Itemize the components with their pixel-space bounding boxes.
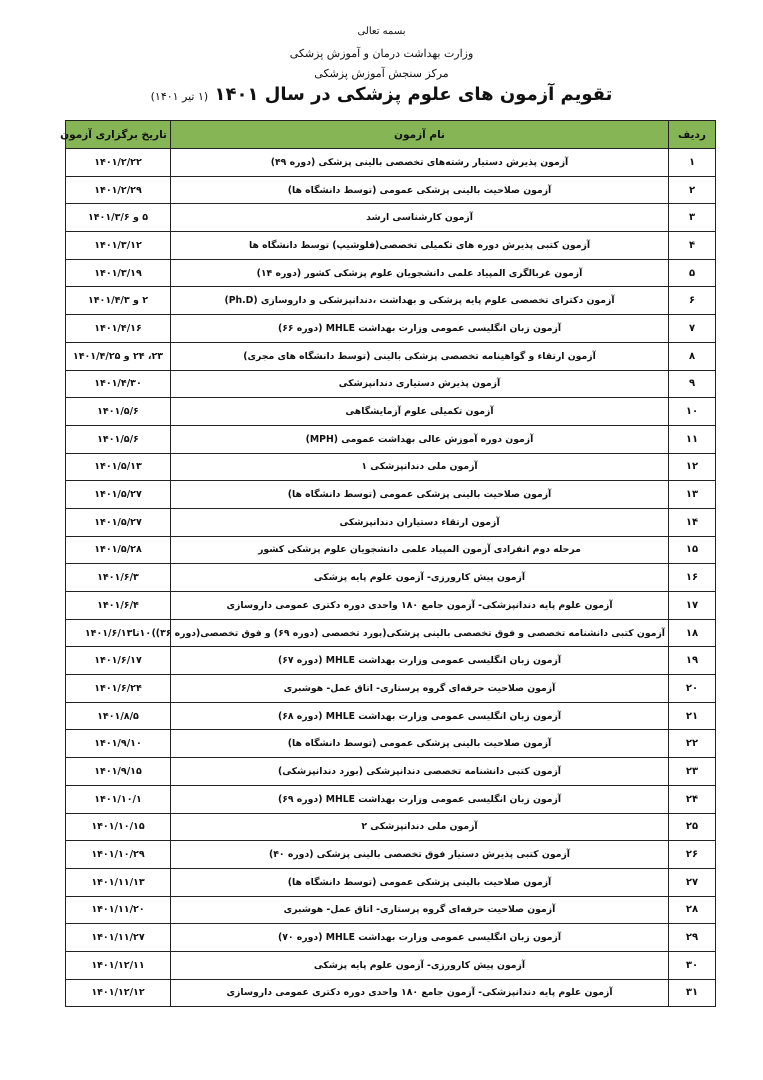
row-number-cell: ۳۱ xyxy=(669,979,716,1007)
exam-date-cell: ۱۴۰۱/۵/۶ xyxy=(66,425,171,453)
exam-date-cell: ۵ و ۱۴۰۱/۳/۶ xyxy=(66,204,171,232)
row-number-cell: ۴ xyxy=(669,232,716,260)
page-title xyxy=(0,84,763,105)
column-header-exam-name: نام آزمون xyxy=(171,121,669,149)
row-number-cell: ۲۳ xyxy=(669,758,716,786)
column-header-row-no: ردیف xyxy=(669,121,716,149)
table-row xyxy=(66,758,716,786)
row-number-cell: ۱۳ xyxy=(669,481,716,509)
table-row xyxy=(66,868,716,896)
exam-name-cell: آزمون صلاحیت بالینی پزشکی عمومی (توسط دانشگاه ها) xyxy=(171,481,669,509)
page-title-note: (۱ تیر ۱۴۰۱) xyxy=(150,90,209,103)
exam-name-cell: آزمون دکترای تخصصی علوم پایه پزشکی و بهداشت ،دندانپزشکی و داروسازی (Ph.D) xyxy=(171,287,669,315)
exam-name-cell: آزمون زبان انگلیسی عمومی وزارت بهداشت MHLE (دوره ۶۷) xyxy=(171,647,669,675)
exam-name-cell: آزمون ارتقاء دستیاران دندانپزشکی xyxy=(171,508,669,536)
exam-date-cell: ۱۴۰۱/۱۲/۱۱ xyxy=(66,951,171,979)
table-row xyxy=(66,176,716,204)
row-number-cell: ۱۱ xyxy=(669,425,716,453)
table-row xyxy=(66,259,716,287)
row-number-cell: ۸ xyxy=(669,342,716,370)
table-row xyxy=(66,315,716,343)
table-row xyxy=(66,453,716,481)
table-row xyxy=(66,813,716,841)
exam-name-cell: آزمون زبان انگلیسی عمومی وزارت بهداشت MHLE (دوره ۶۸) xyxy=(171,702,669,730)
exam-name-cell: آزمون زبان انگلیسی عمومی وزارت بهداشت MHLE (دوره ۶۶) xyxy=(171,315,669,343)
table-row xyxy=(66,398,716,426)
exam-date-cell: ۱۴۰۱/۲/۲۹ xyxy=(66,176,171,204)
row-number-cell: ۱۵ xyxy=(669,536,716,564)
row-number-cell: ۲۰ xyxy=(669,675,716,703)
exam-name-cell: آزمون کارشناسی ارشد xyxy=(171,204,669,232)
exam-name-cell: آزمون زبان انگلیسی عمومی وزارت بهداشت MHLE (دوره ۶۹) xyxy=(171,785,669,813)
exam-date-cell: ۱۴۰۱/۱۰/۲۹ xyxy=(66,841,171,869)
table-row xyxy=(66,370,716,398)
exam-name-cell: مرحله دوم انفرادی آزمون المپیاد علمی دانشجویان علوم پزشکی کشور xyxy=(171,536,669,564)
exam-name-cell: آزمون صلاحیت حرفه‌ای گروه پرستاری- اتاق عمل- هوشبری xyxy=(171,675,669,703)
exam-date-cell: ۱۴۰۱/۶/۳ xyxy=(66,564,171,592)
row-number-cell: ۲۵ xyxy=(669,813,716,841)
table-row xyxy=(66,592,716,620)
exam-date-cell: ۱۴۰۱/۶/۴ xyxy=(66,592,171,620)
exam-name-cell: آزمون زبان انگلیسی عمومی وزارت بهداشت MHLE (دوره ۷۰) xyxy=(171,924,669,952)
exam-name-cell: آزمون پیش کارورزی- آزمون علوم پایه پزشکی xyxy=(171,951,669,979)
table-row xyxy=(66,841,716,869)
exam-date-cell: ۱۴۰۱/۵/۲۷ xyxy=(66,481,171,509)
exam-date-cell: ۱۴۰۱/۹/۱۰ xyxy=(66,730,171,758)
exam-date-cell: ۱۴۰۱/۱۲/۱۲ xyxy=(66,979,171,1007)
row-number-cell: ۲ xyxy=(669,176,716,204)
exam-date-cell: ۱۴۰۱/۱۱/۲۰ xyxy=(66,896,171,924)
exam-date-cell: ۱۴۰۱/۹/۱۵ xyxy=(66,758,171,786)
exam-name-cell: آزمون کتبی دانشنامه تخصصی دندانپزشکی (بورد دندانپزشکی) xyxy=(171,758,669,786)
exam-name-cell: آزمون کتبی پذیرش دوره های تکمیلی تخصصی(فلوشیپ) توسط دانشگاه ها xyxy=(171,232,669,260)
table-row xyxy=(66,287,716,315)
exam-name-cell: آزمون پیش کارورزی- آزمون علوم پایه پزشکی xyxy=(171,564,669,592)
exam-date-cell: ۱۰تا۱۴۰۱/۶/۱۳ xyxy=(66,619,171,647)
exam-name-cell: آزمون تکمیلی علوم آزمایشگاهی xyxy=(171,398,669,426)
row-number-cell: ۹ xyxy=(669,370,716,398)
table-row xyxy=(66,508,716,536)
table-row xyxy=(66,481,716,509)
exam-name-cell: آزمون پذیرش دستیار رشته‌های تخصصی بالینی پزشکی (دوره ۴۹) xyxy=(171,149,669,177)
table-row xyxy=(66,564,716,592)
row-number-cell: ۲۹ xyxy=(669,924,716,952)
table-row xyxy=(66,979,716,1007)
row-number-cell: ۲۲ xyxy=(669,730,716,758)
exam-name-cell: آزمون صلاحیت بالینی پزشکی عمومی (توسط دانشگاه ها) xyxy=(171,868,669,896)
row-number-cell: ۶ xyxy=(669,287,716,315)
exam-date-cell: ۱۴۰۱/۲/۲۲ xyxy=(66,149,171,177)
row-number-cell: ۱۴ xyxy=(669,508,716,536)
table-row xyxy=(66,730,716,758)
table-body xyxy=(66,149,716,1007)
exam-date-cell: ۱۴۰۱/۴/۳۰ xyxy=(66,370,171,398)
table-row xyxy=(66,924,716,952)
exam-date-cell: ۱۴۰۱/۳/۱۹ xyxy=(66,259,171,287)
table-row xyxy=(66,232,716,260)
row-number-cell: ۲۶ xyxy=(669,841,716,869)
exam-date-cell: ۱۴۰۱/۴/۱۶ xyxy=(66,315,171,343)
row-number-cell: ۳۰ xyxy=(669,951,716,979)
exam-name-cell: آزمون کتبی دانشنامه تخصصی و فوق تخصصی بالینی پزشکی(بورد تخصصی (دوره ۶۹) و فوق تخصصی(دوره ۳۶)) xyxy=(171,619,669,647)
table-row xyxy=(66,785,716,813)
row-number-cell: ۲۴ xyxy=(669,785,716,813)
exam-calendar-table xyxy=(60,120,716,1007)
table-row xyxy=(66,896,716,924)
exam-date-cell: ۲۳، ۲۴ و ۱۴۰۱/۴/۲۵ xyxy=(66,342,171,370)
row-number-cell: ۱۶ xyxy=(669,564,716,592)
exam-date-cell: ۱۴۰۱/۶/۱۷ xyxy=(66,647,171,675)
table-row xyxy=(66,536,716,564)
table-row xyxy=(66,702,716,730)
header-line-center: مرکز سنجش آموزش پزشکی xyxy=(314,67,449,80)
row-number-cell: ۱۷ xyxy=(669,592,716,620)
exam-name-cell: آزمون پذیرش دستیاری دندانپزشکی xyxy=(171,370,669,398)
exam-date-cell: ۱۴۰۱/۶/۲۴ xyxy=(66,675,171,703)
exam-date-cell: ۱۴۰۱/۸/۵ xyxy=(66,702,171,730)
row-number-cell: ۲۸ xyxy=(669,896,716,924)
table-row xyxy=(66,619,716,647)
exam-date-cell: ۱۴۰۱/۳/۱۲ xyxy=(66,232,171,260)
exam-date-cell: ۱۴۰۱/۱۰/۱ xyxy=(66,785,171,813)
exam-date-cell: ۱۴۰۱/۵/۲۸ xyxy=(66,536,171,564)
exam-date-cell: ۱۴۰۱/۱۱/۲۷ xyxy=(66,924,171,952)
exam-name-cell: آزمون صلاحیت بالینی پزشکی عمومی (توسط دانشگاه ها) xyxy=(171,176,669,204)
exam-date-cell: ۲ و ۱۴۰۱/۴/۳ xyxy=(66,287,171,315)
exam-date-cell: ۱۴۰۱/۵/۲۷ xyxy=(66,508,171,536)
table-row xyxy=(66,951,716,979)
table-header-row xyxy=(66,121,716,149)
exam-date-cell: ۱۴۰۱/۱۱/۱۳ xyxy=(66,868,171,896)
exam-date-cell: ۱۴۰۱/۱۰/۱۵ xyxy=(66,813,171,841)
table-row xyxy=(66,342,716,370)
row-number-cell: ۱۰ xyxy=(669,398,716,426)
exam-name-cell: آزمون غربالگری المپیاد علمی دانشجویان علوم پزشکی کشور (دوره ۱۴) xyxy=(171,259,669,287)
exam-name-cell: آزمون کتبی پذیرش دستیار فوق تخصصی بالینی پزشکی (دوره ۴۰) xyxy=(171,841,669,869)
table-row xyxy=(66,149,716,177)
row-number-cell: ۱۸ xyxy=(669,619,716,647)
row-number-cell: ۵ xyxy=(669,259,716,287)
exam-name-cell: آزمون ملی دندانپزشکی ۲ xyxy=(171,813,669,841)
exam-date-cell: ۱۴۰۱/۵/۱۳ xyxy=(66,453,171,481)
row-number-cell: ۷ xyxy=(669,315,716,343)
exam-name-cell: آزمون ملی دندانپزشکی ۱ xyxy=(171,453,669,481)
row-number-cell: ۳ xyxy=(669,204,716,232)
row-number-cell: ۱۹ xyxy=(669,647,716,675)
table-row xyxy=(66,204,716,232)
table-row xyxy=(66,647,716,675)
table-row xyxy=(66,675,716,703)
exam-name-cell: آزمون ارتقاء و گواهینامه تخصصی پزشکی بالینی (توسط دانشگاه های مجری) xyxy=(171,342,669,370)
row-number-cell: ۲۷ xyxy=(669,868,716,896)
exam-name-cell: آزمون علوم پایه دندانپزشکی- آزمون جامع ۱۸۰ واحدی دوره دکتری عمومی داروسازی xyxy=(171,979,669,1007)
exam-name-cell: آزمون دوره آموزش عالی بهداشت عمومی (MPH) xyxy=(171,425,669,453)
exam-date-cell: ۱۴۰۱/۵/۶ xyxy=(66,398,171,426)
header-line-bismillah: بسمه تعالی xyxy=(357,26,406,37)
column-header-exam-date: تاریخ برگزاری آزمون xyxy=(66,121,171,149)
exam-name-cell: آزمون صلاحیت بالینی پزشکی عمومی (توسط دانشگاه ها) xyxy=(171,730,669,758)
header-line-ministry: وزارت بهداشت درمان و آموزش پزشکی xyxy=(289,47,474,60)
row-number-cell: ۱۲ xyxy=(669,453,716,481)
row-number-cell: ۲۱ xyxy=(669,702,716,730)
exam-name-cell: آزمون صلاحیت حرفه‌ای گروه پرستاری- اتاق عمل- هوشبری xyxy=(171,896,669,924)
table-row xyxy=(66,425,716,453)
page-title-text: تقویم آزمون های علوم پزشکی در سال ۱۴۰۱ xyxy=(214,84,613,105)
row-number-cell: ۱ xyxy=(669,149,716,177)
exam-name-cell: آزمون علوم پایه دندانپزشکی- آزمون جامع ۱۸۰ واحدی دوره دکتری عمومی داروسازی xyxy=(171,592,669,620)
